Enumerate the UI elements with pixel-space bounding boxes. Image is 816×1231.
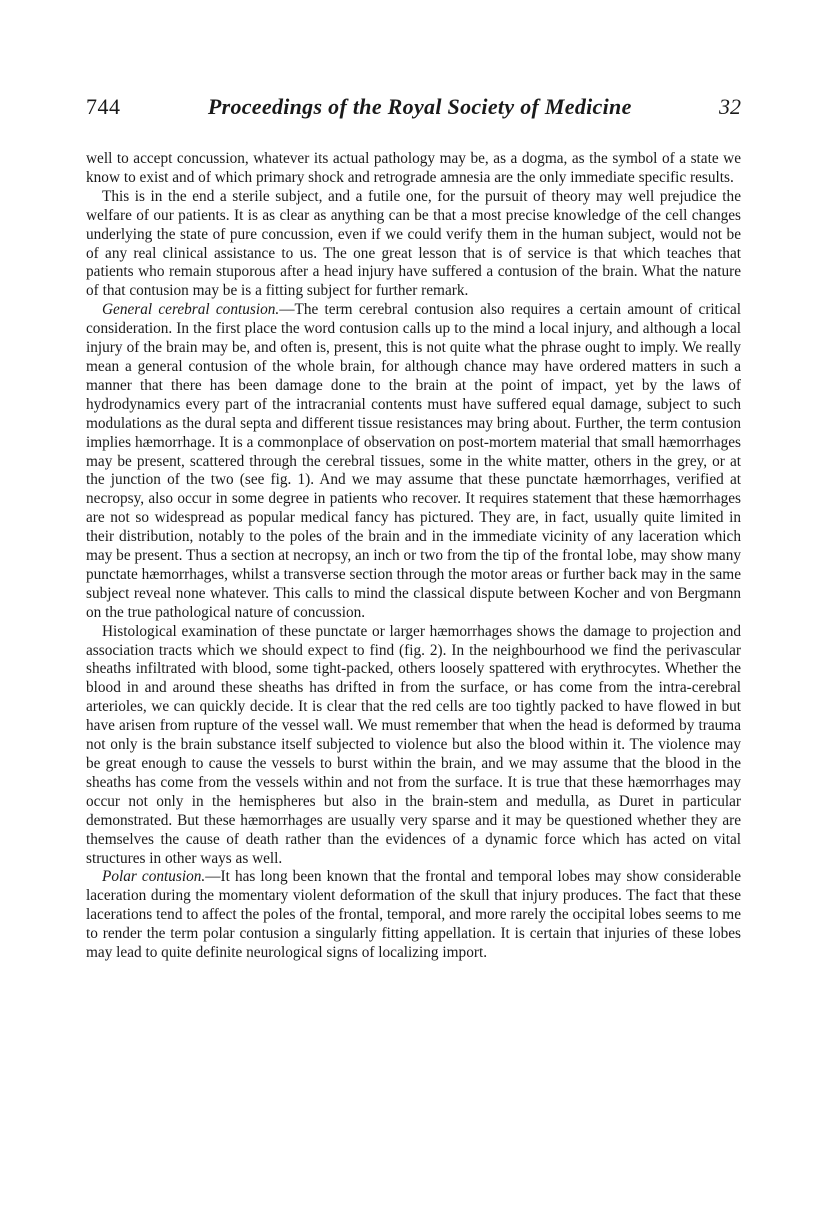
section-heading-polar-contusion: Polar contusion. (102, 868, 206, 886)
section-heading-general-cerebral-contusion: General cerebral contusion. (102, 301, 280, 319)
article-body (86, 150, 741, 963)
paragraph (86, 301, 741, 622)
paragraph-text: well to accept concussion, whatever its actual pathology may be, as a dogma, as the symbol of a state we know to exist and of which primary shock and retrograde amnesia are the only immediate specific results. (86, 150, 741, 186)
page-number: 744 (86, 94, 121, 119)
running-header (86, 94, 741, 120)
paragraph (86, 623, 741, 869)
document-page (86, 94, 741, 963)
paragraph-text: This is in the end a sterile subject, and a futile one, for the pursuit of theory may well prejudice the welfare of our patients. It is as clear as anything can be that a most precise knowledge of the cell changes underlying the state of pure concussion, even if we could verify them in the human subject, would not be of any real clinical assistance to us. The one great lesson that is of service is that which teaches that patients who remain stuporous after a head injury have suffered a contusion of the brain. What the nature of that contusion may be is a fitting subject for further remark. (86, 187, 741, 300)
paragraph (86, 150, 741, 188)
paragraph (86, 188, 741, 301)
volume-number: 32 (718, 94, 741, 119)
journal-title: Proceedings of the Royal Society of Medicine (207, 94, 632, 119)
paragraph-text: —The term cerebral contusion also requires a certain amount of critical consideration. In the first place the word contusion calls up to the mind a local injury, and although a local injury of the brain may be, and often is, present, this is not quite what the phrase ought to imply. We really mean a general contusion of the whole brain, for although chance may have ordered matters in such a manner that there has been damage done to the brain at the point of impact, yet by the laws of hydrodynamics every part of the intracranial contents must have suffered equal damage, subject to such modulations as the dural septa and different tissue resistances may bring about. Further, the term contusion implies hæmorrhage. It is a commonplace of observation on post-mortem material that small hæmorrhages may be present, scattered through the cerebral tissues, some in the white matter, others in the grey, or at the junction of the two (see fig. 1). And we may assume that these punctate hæmorrhages, verified at necropsy, also occur in some degree in patients who recover. It requires statement that these hæmorrhages are not so widespread as popular medical fancy has pictured. They are, in fact, usually quite limited in their distribution, notably to the poles of the brain and in the immediate vicinity of any laceration which may be present. Thus a section at necropsy, an inch or two from the tip of the frontal lobe, may show many punctate hæmorrhages, whilst a transverse section through the motor areas or further back may in the same subject reveal none whatever. This calls to mind the classical dispute between Kocher and von Bergmann on the true pathological nature of concussion. (86, 301, 741, 621)
paragraph-text: —It has long been known that the frontal and temporal lobes may show considerable laceration during the momentary violent deformation of the skull that injury produces. The fact that these lacerations tend to affect the poles of the frontal, temporal, and more rarely the occipital lobes seems to me to render the term polar contusion a singularly fitting appellation. It is certain that injuries of these lobes may lead to quite definite neurological signs of localizing import. (86, 868, 741, 962)
paragraph (86, 868, 741, 963)
paragraph-text: Histological examination of these punctate or larger hæmorrhages shows the damage to projection and association tracts which we should expect to find (fig. 2). In the neighbourhood we find the perivascular sheaths infiltrated with blood, some tight-packed, others loosely spattered with erythrocytes. Whether the blood in and around these sheaths has drifted in from the surface, or has come from the intra-cerebral arterioles, we can quickly decide. It is clear that the red cells are too tightly packed to have flowed in but have arisen from rupture of the vessel wall. We must remember that when the head is deformed by trauma not only is the brain substance itself subjected to violence but also the blood within it. The violence may be great enough to cause the vessels to burst within the brain, and we may assume that the blood in the sheaths has come from the vessels within and not from the surface. It is true that these hæmorrhages may occur not only in the hemispheres but also in the brain-stem and medulla, as Duret in particular demonstrated. But these hæmorrhages are usually very sparse and it may be questioned whether they are themselves the cause of death rather than the evidences of a dynamic force which has acted on vital structures in other ways as well. (86, 622, 741, 867)
